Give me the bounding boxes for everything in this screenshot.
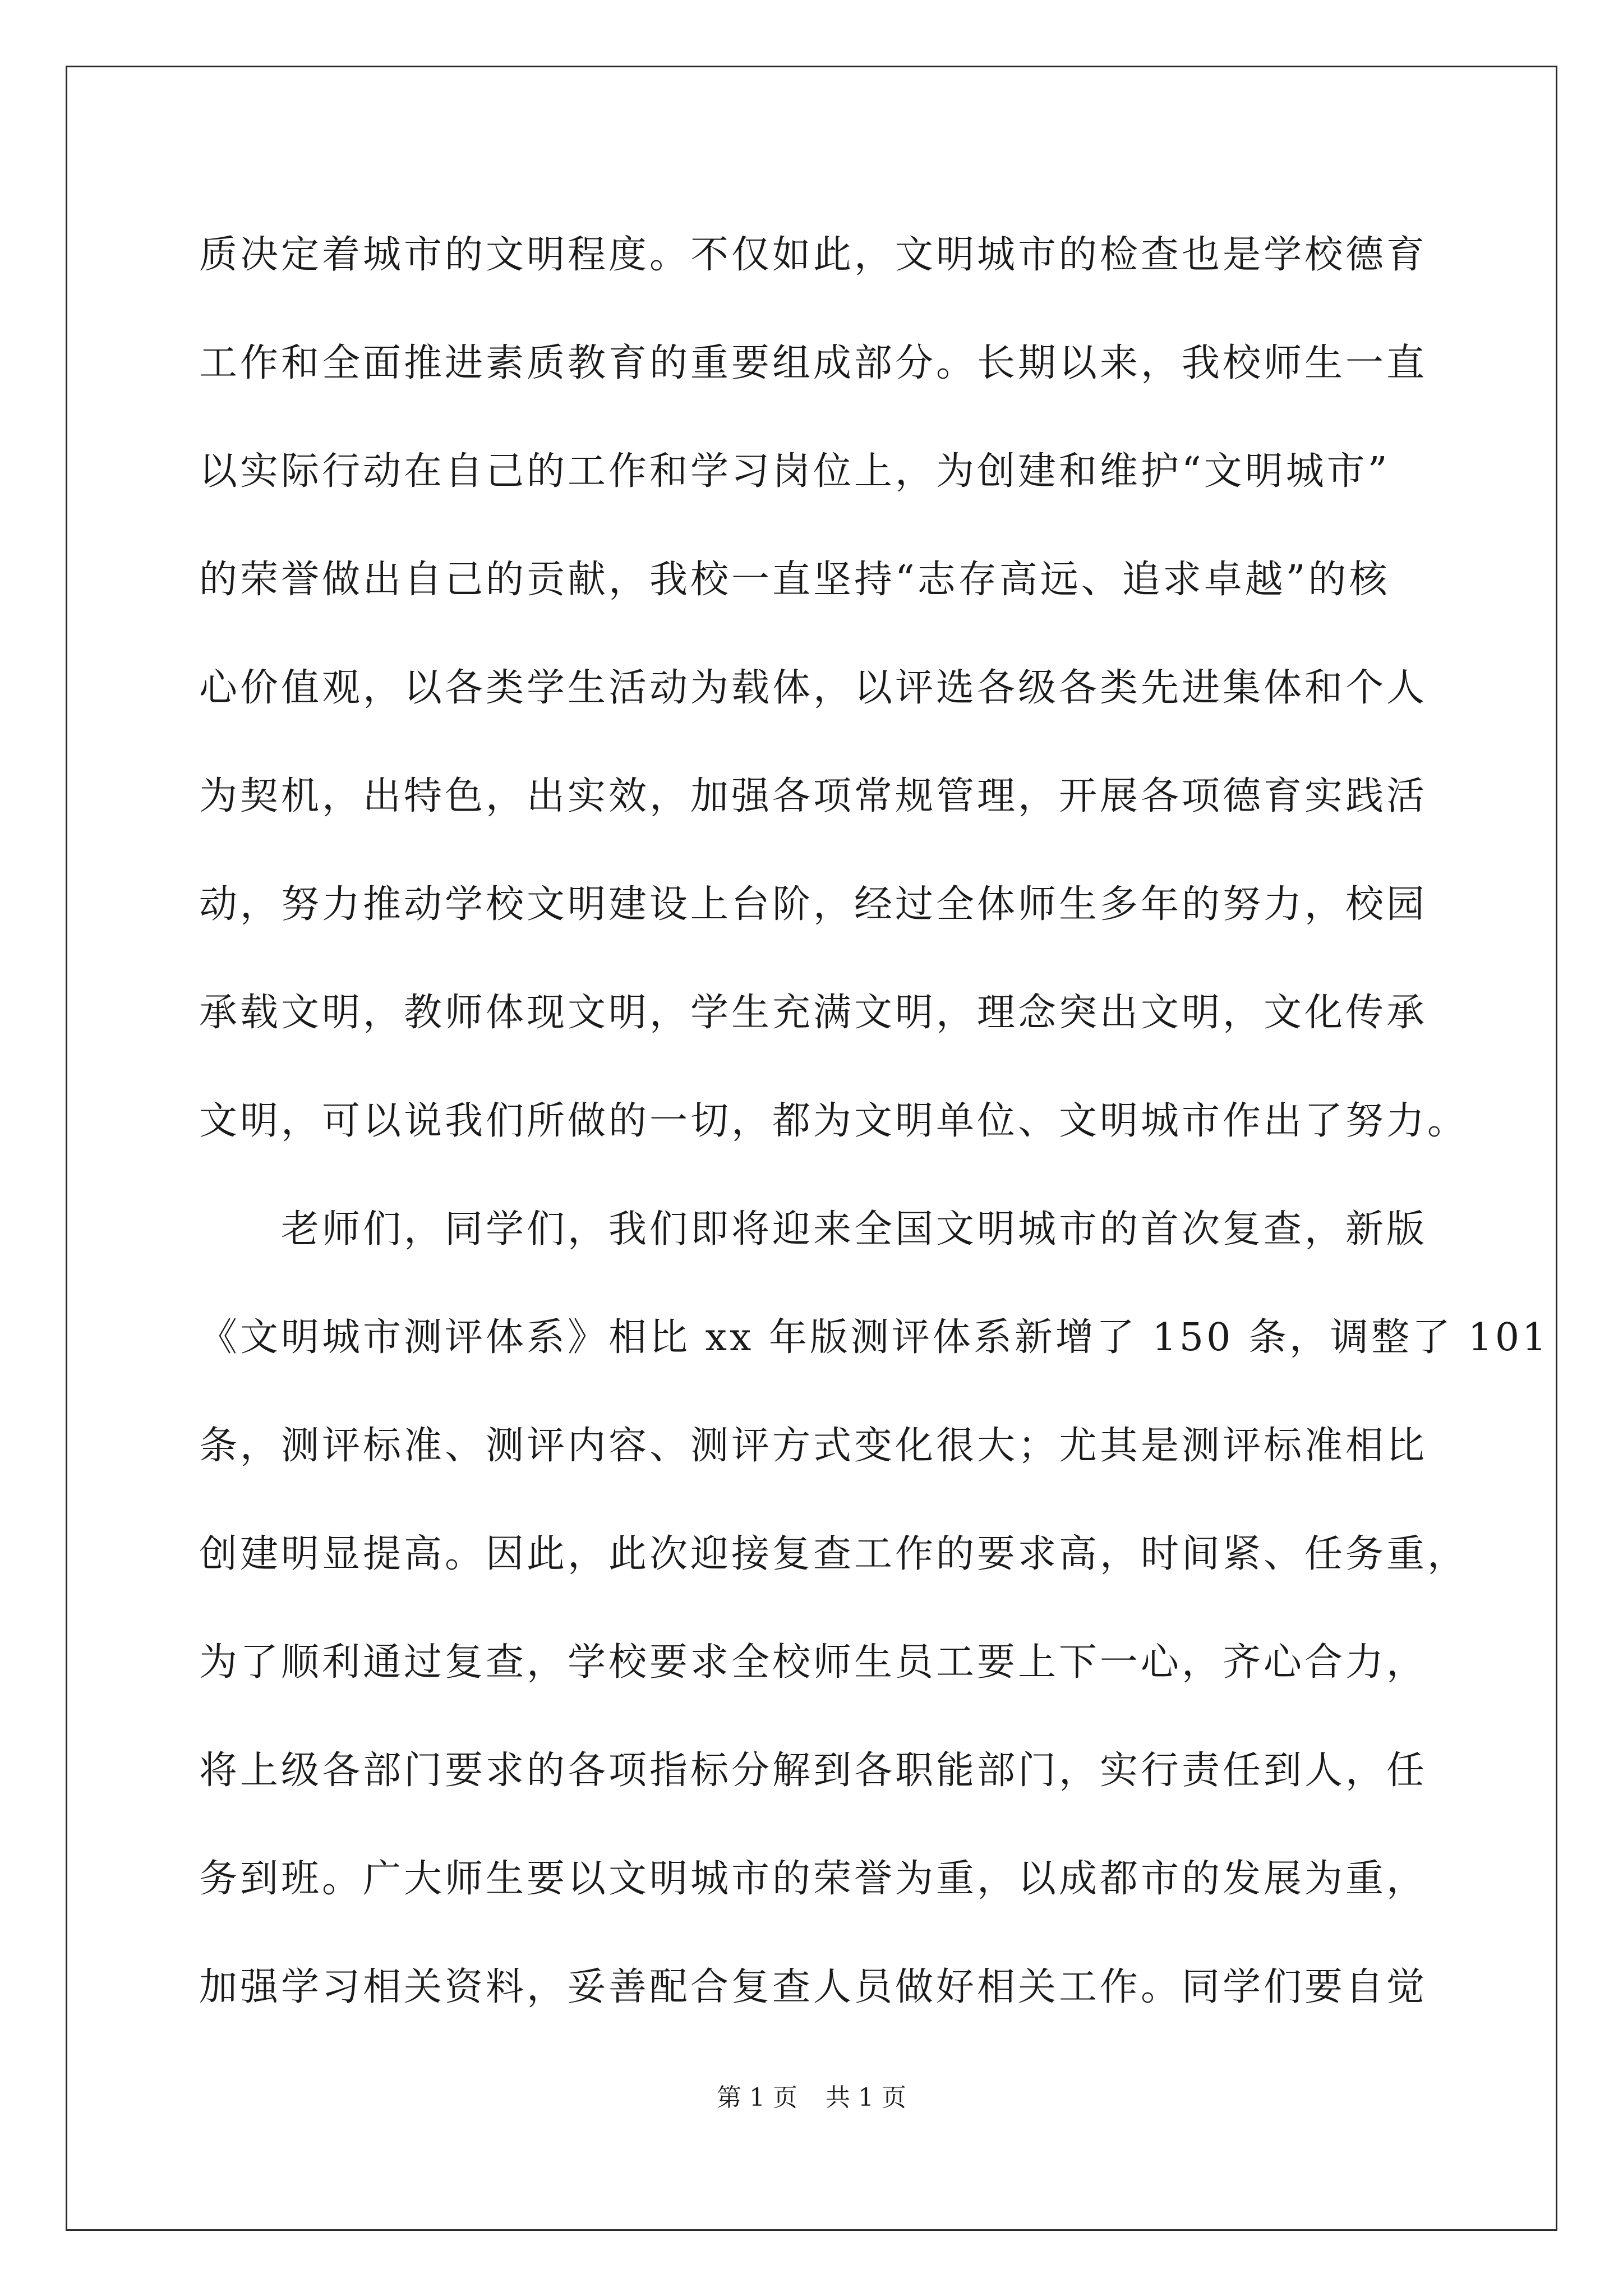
text-line: 为契机，出特色，出实效，加强各项常规管理，开展各项德育实践活	[199, 774, 1428, 818]
text-line: 为了顺利通过复查，学校要求全校师生员工要上下一心，齐心合力，	[199, 1640, 1428, 1685]
text-line: 质决定着城市的文明程度。不仅如此，文明城市的检查也是学校德育	[199, 233, 1428, 277]
text-line: 条，测评标准、测评内容、测评方式变化很大；尤其是测评标准相比	[199, 1424, 1428, 1468]
text-line: 老师们，同学们，我们即将迎来全国文明城市的首次复查，新版	[199, 1207, 1428, 1251]
text-line: 《文明城市测评体系》相比 xx 年版测评体系新增了 150 条，调整了 101	[199, 1315, 1550, 1360]
text-line: 务到班。广大师生要以文明城市的荣誉为重，以成都市的发展为重，	[199, 1857, 1428, 1901]
page-number: 第 1 页	[717, 2083, 797, 2112]
text-line: 以实际行动在自己的工作和学习岗位上，为创建和维护“文明城市”	[199, 449, 1390, 494]
document-body	[199, 201, 1550, 2041]
text-line: 将上级各部门要求的各项指标分解到各职能部门，实行责任到人，任	[199, 1749, 1428, 1793]
text-line: 承载文明，教师体现文明，学生充满文明，理念突出文明，文化传承	[199, 991, 1428, 1035]
page-footer	[0, 2081, 1623, 2115]
text-line: 加强学习相关资料，妥善配合复查人员做好相关工作。同学们要自觉	[199, 1965, 1428, 2009]
text-line: 动，努力推动学校文明建设上台阶，经过全体师生多年的努力，校园	[199, 882, 1428, 927]
text-line: 的荣誉做出自己的贡献，我校一直坚持“志存高远、追求卓越”的核	[199, 558, 1390, 602]
text-line: 工作和全面推进素质教育的重要组成部分。长期以来，我校师生一直	[199, 341, 1428, 385]
text-line: 创建明显提高。因此，此次迎接复查工作的要求高，时间紧、任务重，	[199, 1532, 1469, 1576]
text-line: 文明，可以说我们所做的一切，都为文明单位、文明城市作出了努力。	[199, 1099, 1469, 1143]
page-total: 共 1 页	[826, 2083, 906, 2112]
text-line: 心价值观，以各类学生活动为载体，以评选各级各类先进集体和个人	[199, 666, 1428, 710]
